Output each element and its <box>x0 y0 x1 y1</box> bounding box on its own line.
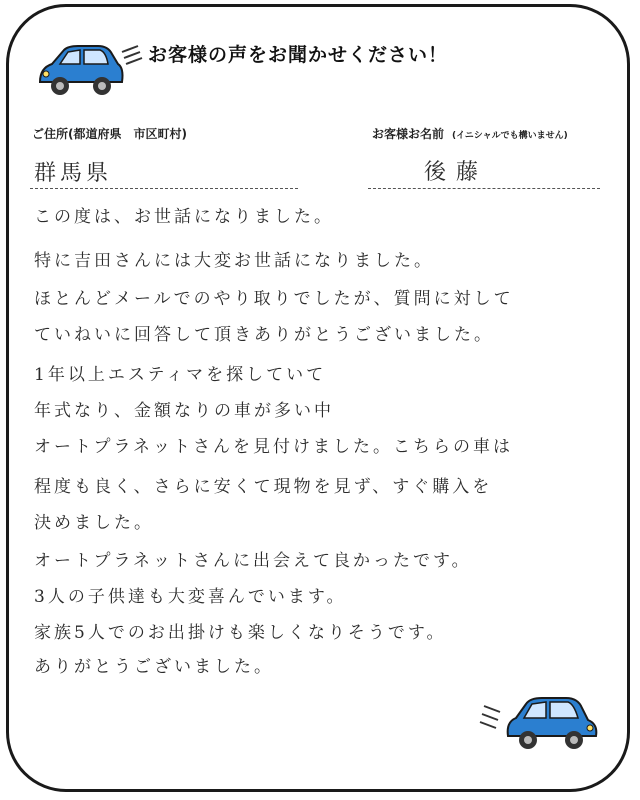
name-value: 後藤 <box>424 160 489 185</box>
address-value: 群馬県 <box>34 161 113 186</box>
message-line: 1年以上エスティマを探していて <box>34 365 327 385</box>
message-line: 3人の子供達も大変喜んでいます。 <box>34 587 347 607</box>
name-label <box>372 125 568 142</box>
address-underline <box>30 188 298 189</box>
name-underline <box>368 188 600 189</box>
car-icon <box>478 694 608 754</box>
message-line: オートプラネットさんに出会えて良かったです。 <box>34 551 472 571</box>
message-line: ていねいに回答して頂きありがとうございました。 <box>34 325 494 345</box>
name-label-text: お客様お名前 <box>372 127 445 141</box>
message-line: ほとんどメールでのやり取りでしたが、質問に対して <box>34 289 514 309</box>
message-line: ありがとうございました。 <box>34 657 274 677</box>
address-label: ご住所(都道府県 市区町村) <box>32 127 187 141</box>
message-line: 年式なり、金額なりの車が多い中 <box>34 401 334 421</box>
form-title: お客様の声をお聞かせください！ <box>148 44 449 66</box>
message-line: 程度も良く、さらに安くて現物を見ず、すぐ購入を <box>34 477 493 497</box>
message-line: オートプラネットさんを見付けました。こちらの車は <box>34 437 513 457</box>
message-line: 家族5人でのお出掛けも楽しくなりそうです。 <box>34 623 447 643</box>
message-line: 特に吉田さんには大変お世話になりました。 <box>34 251 434 271</box>
message-line: この度は、お世話になりました。 <box>34 207 334 227</box>
car-icon <box>34 38 146 100</box>
message-line: 決めました。 <box>34 513 154 533</box>
name-label-note: (イニシャルでも構いません) <box>452 131 568 141</box>
